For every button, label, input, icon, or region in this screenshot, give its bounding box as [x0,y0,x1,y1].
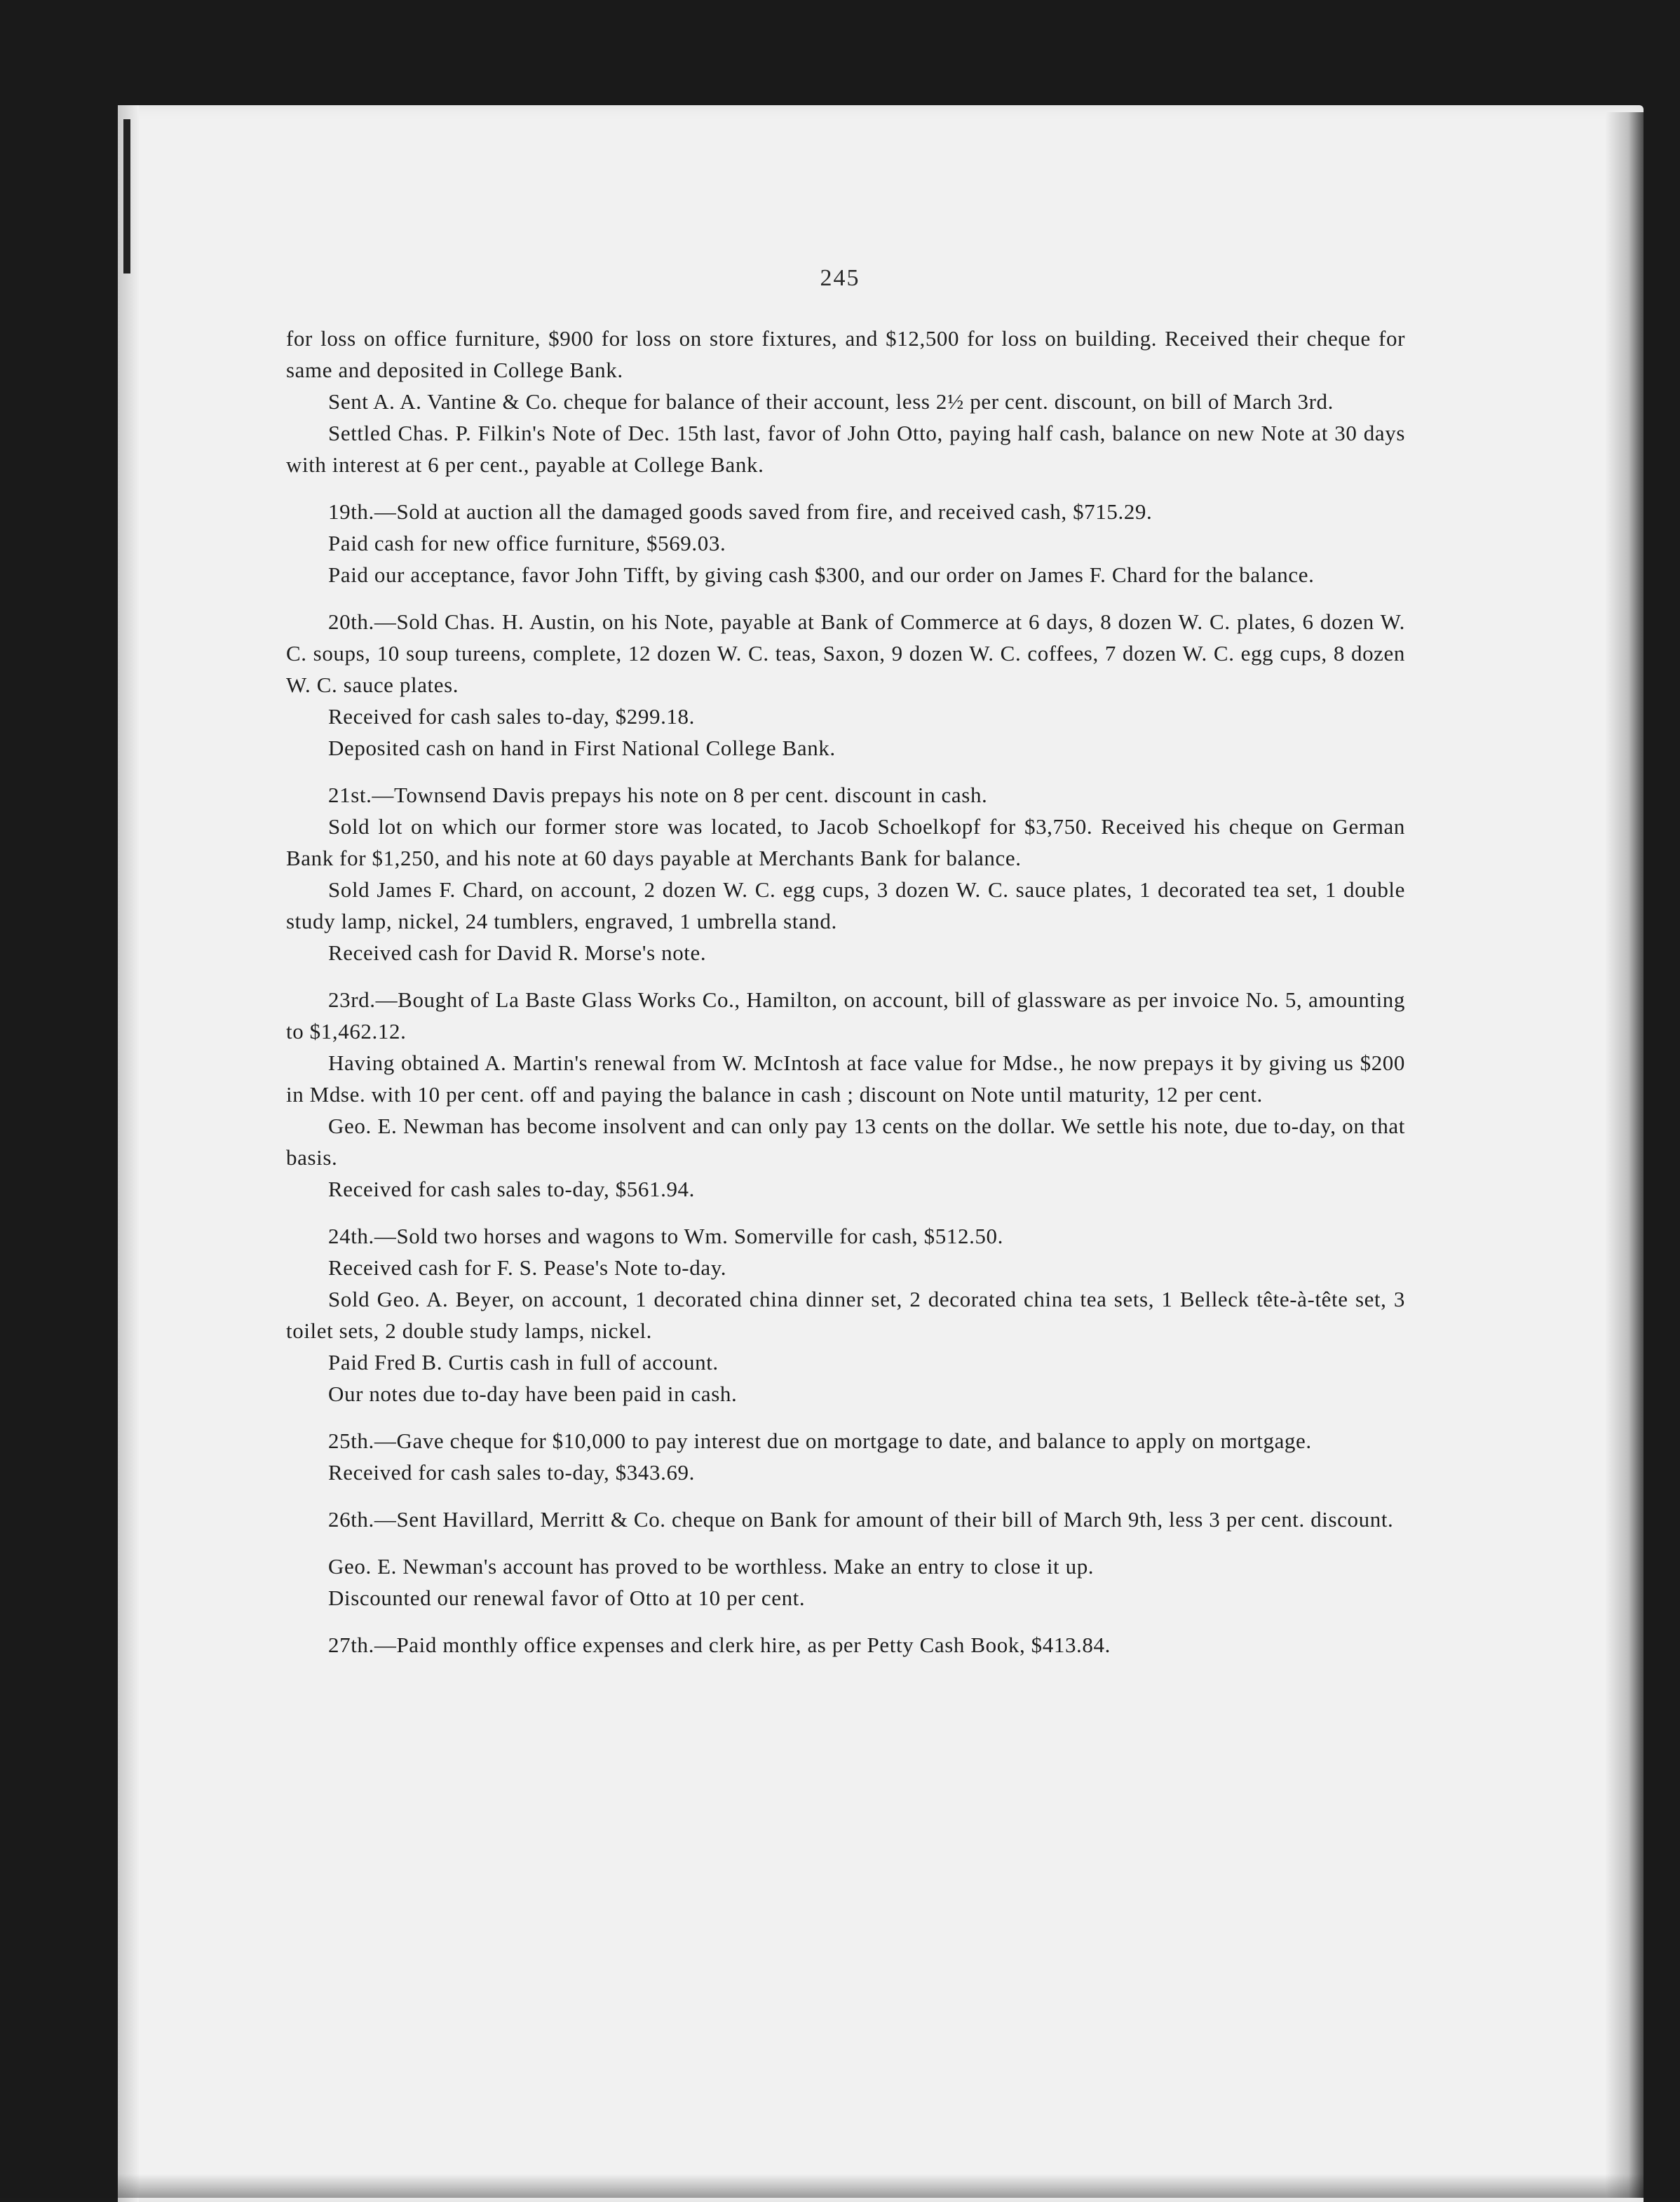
journal-entry: Geo. E. Newman's account has proved to be worthless. Make an entry to close it up. [328,1554,1095,1579]
journal-entry: for loss on office furniture, $900 for loss on store fixtures, and $12,500 for loss on building. Received their cheque for same and deposited in College Bank. [286,326,1405,382]
journal-entry: Geo. E. Newman has become insolvent and can only pay 13 cents on the dollar. We settle his note, due to-day, on that basis. [286,1114,1405,1170]
journal-entry: Received for cash sales to-day, $561.94. [328,1177,695,1201]
journal-entry: Received for cash sales to-day, $299.18. [328,704,695,729]
journal-entry: 23rd.—Bought of La Baste Glass Works Co., Hamilton, on account, bill of glassware as per invoice No. 5, amounting to $1,462.12. [286,987,1405,1043]
journal-entry: 19th.—Sold at auction all the damaged goods saved from fire, and received cash, $715.29. [328,499,1153,524]
journal-entry: Discounted our renewal favor of Otto at 10 per cent. [328,1586,806,1610]
journal-entry: Paid Fred B. Curtis cash in full of account. [328,1350,719,1374]
journal-entry: 24th.—Sold two horses and wagons to Wm. Somerville for cash, $512.50. [328,1224,1003,1248]
page-right-edge [1606,112,1644,2198]
journal-entry: Received cash for F. S. Pease's Note to-day. [328,1255,727,1280]
journal-entry: Sent A. A. Vantine & Co. cheque for balance of their account, less 2½ per cent. discount, on bill of March 3rd. [328,389,1334,414]
journal-entry: Received cash for David R. Morse's note. [328,940,707,965]
journal-entry: Sold Geo. A. Beyer, on account, 1 decorated china dinner set, 2 decorated china tea sets, 1 Belleck tête-à-tête set, 3 toilet sets, 2 double study lamps, nickel. [286,1287,1405,1343]
journal-entry: Having obtained A. Martin's renewal from W. McIntosh at face value for Mdse., he now prepays it by giving us $200 in Mdse. with 10 per cent. off and paying the balance in cash ; discount on Note until maturity, 12 per cent. [286,1051,1405,1107]
journal-entry: 27th.—Paid monthly office expenses and clerk hire, as per Petty Cash Book, $413.84. [328,1633,1111,1657]
journal-entry: Paid our acceptance, favor John Tifft, by giving cash $300, and our order on James F. Chard for the balance. [328,562,1315,587]
journal-entry: 26th.—Sent Havillard, Merritt & Co. cheque on Bank for amount of their bill of March 9th, less 3 per cent. discount. [328,1507,1394,1532]
journal-entry: Settled Chas. P. Filkin's Note of Dec. 15th last, favor of John Otto, paying half cash, balance on new Note at 30 days with interest at 6 per cent., payable at College Bank. [286,421,1405,477]
journal-entry: 21st.—Townsend Davis prepays his note on 8 per cent. discount in cash. [328,783,988,807]
journal-entry: Deposited cash on hand in First National College Bank. [328,736,836,760]
journal-entry: Sold lot on which our former store was located, to Jacob Schoelkopf for $3,750. Received his cheque on German Bank for $1,250, and his note at 60 days payable at Merchants Bank for balance. [286,814,1405,870]
page-left-edge [118,105,139,2202]
journal-entry: 20th.—Sold Chas. H. Austin, on his Note, payable at Bank of Commerce at 6 days, 8 dozen W. C. plates, 6 dozen W. C. soups, 10 soup tureens, complete, 12 dozen W. C. teas, Saxon, 9 dozen W. C. coffees, 7 dozen W. C. egg cups, 8 dozen W. C. sauce plates. [286,609,1405,697]
journal-entry: 25th.—Gave cheque for $10,000 to pay interest due on mortgage to date, and balance to apply on mortgage. [328,1428,1312,1453]
journal-entries [286,323,1405,1661]
journal-entry: Sold James F. Chard, on account, 2 dozen W. C. egg cups, 3 dozen W. C. sauce plates, 1 decorated tea set, 1 double study lamp, nickel, 24 tumblers, engraved, 1 umbrella stand. [286,877,1405,933]
journal-entry: Our notes due to-day have been paid in cash. [328,1382,738,1406]
page-number: 245 [820,265,860,291]
journal-entry: Received for cash sales to-day, $343.69. [328,1460,695,1485]
page-bottom-shadow [118,2174,1644,2198]
journal-entry: Paid cash for new office furniture, $569.03. [328,531,726,555]
binding-mark [123,119,130,273]
